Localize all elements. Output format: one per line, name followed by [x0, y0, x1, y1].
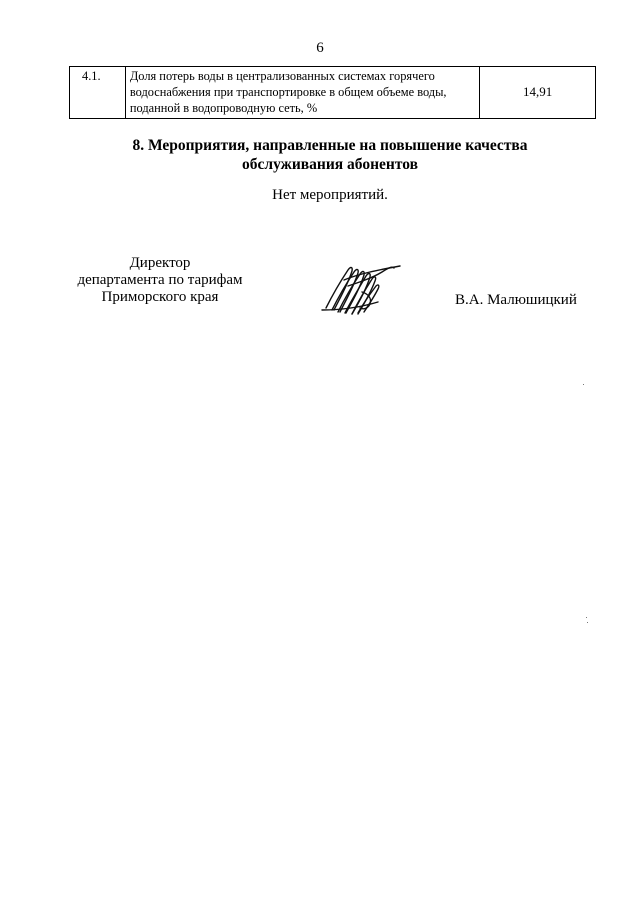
row-value-cell: 14,91 [480, 67, 596, 119]
description-line: водоснабжения при транспортировке в общем объеме воды, [129, 85, 447, 99]
page-number: 6 [316, 40, 324, 56]
table-row [70, 67, 596, 119]
row-description-cell [125, 67, 479, 119]
signatory-position [60, 255, 260, 306]
section-heading-line: обслуживания абонентов [242, 156, 418, 173]
position-line: Директор [129, 255, 191, 271]
scan-speck [587, 622, 588, 623]
section-heading [0, 136, 640, 174]
position-line: Приморского края [101, 289, 219, 305]
description-line: Доля потерь воды в централизованных системах горячего [129, 69, 435, 83]
signatory-name: В.А. Малюшицкий [455, 292, 577, 308]
handwritten-signature-icon [318, 258, 408, 320]
scan-speck [583, 384, 584, 385]
indicators-table [69, 66, 596, 119]
section-heading-line: 8. Мероприятия, направленные на повышение качества [132, 137, 528, 154]
section-body-text: Нет мероприятий. [272, 187, 388, 203]
scan-speck [586, 617, 587, 618]
position-line: департамента по тарифам [77, 272, 243, 288]
row-number-cell: 4.1. [70, 67, 126, 119]
description-line: поданной в водопроводную сеть, % [129, 101, 318, 115]
